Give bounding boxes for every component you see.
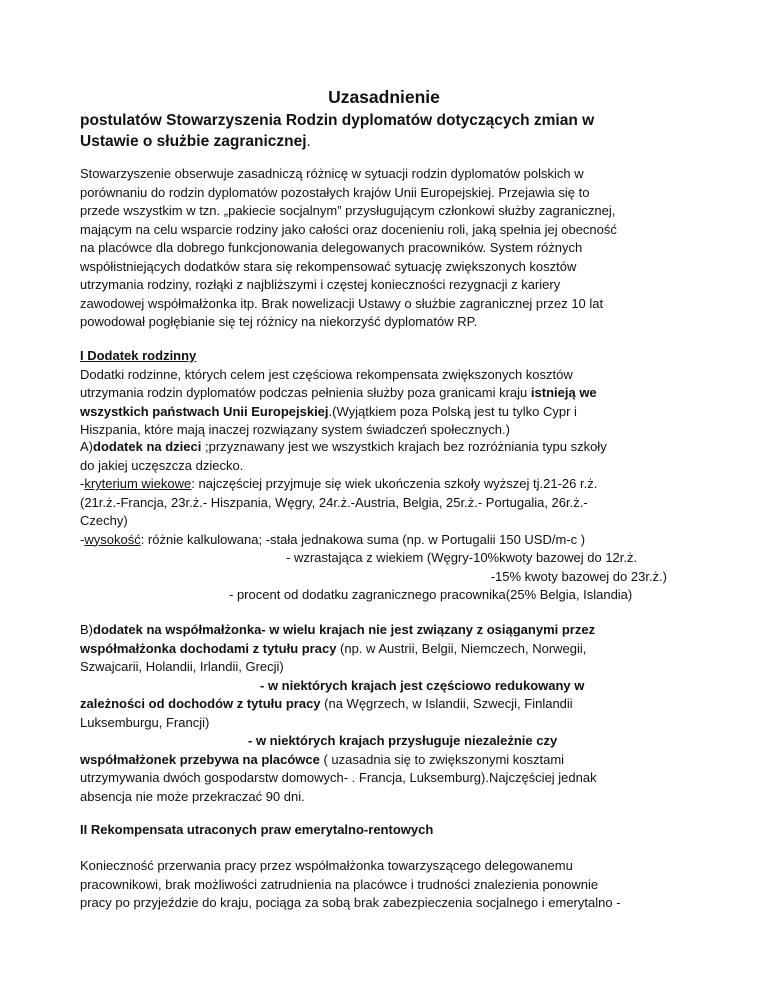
children-allowance-text: ;przyznawany jest we wszystkich krajach bez rozróżniania typu szkoły [201,439,607,454]
section-1-text: .(Wyjątkiem poza Polską jest tu tylko Cypr i [328,403,577,419]
spouse-allowance-line [80,640,700,659]
children-allowance-line: do jakiej uczęszcza dziecko. [80,457,244,473]
item-prefix: A) [80,439,93,454]
subtitle-line-2-text: Ustawie o służbie zagranicznej [80,133,307,150]
section-1-line [80,384,700,403]
intro-paragraph [80,165,700,332]
spouse-allowance-text: ( uzasadnia się to zwiększonymi kosztami [319,751,565,767]
section-1 [80,347,700,440]
amount-label: wysokość [84,531,141,547]
section-1-text: utrzymania rodzin dyplomatów podczas pełnienia służby poza granicami kraju [80,385,531,400]
children-allowance-label: dodatek na dzieci [93,439,202,454]
intro-line: Stowarzyszenie obserwuje zasadniczą różnicę w sytuacji rodzin dyplomatów polskich w [80,166,584,181]
section-1-line: Dodatki rodzinne, których celem jest częściowa rekompensata zwiększonych kosztów [80,366,573,382]
section-1-bold-text: istnieją we [530,385,597,400]
amount-line [80,531,700,550]
section-2-line: Konieczność przerwania pracy przez współmałżonka towarzyszącego delegowanemu [80,858,573,873]
intro-line: przede wszystkim w tzn. „pakiecie socjalnym” przysługującym członkowi służby zagranicznej, [80,203,616,218]
intro-line: współistniejących dodatków stara się rekompensować sytuację zwiększonych kosztów [80,258,577,274]
spouse-allowance-line: - w niektórych krajach przysługuje niezależnie czy [248,733,558,748]
amount-line: - procent od dodatku zagranicznego pracownika(25% Belgia, Islandia) [229,587,633,602]
document-title: Uzasadnienie [328,87,440,107]
section-1-b [80,621,700,806]
section-1-a [80,438,700,605]
intro-line: powodował pogłębianie się tej różnicy na niekorzyść dyplomatów RP. [80,314,478,329]
intro-line: utrzymania rodziny, rozłąki z najbliższymi i częstej konieczności rezygnacji z kariery [80,277,561,292]
section-1-heading: I Dodatek rodzinny [80,348,197,363]
item-prefix: B) [80,622,93,637]
age-criterion-line [80,475,700,494]
section-2-heading: II Rekompensata utraconych praw emerytalno-rentowych [80,822,434,837]
spouse-allowance-line [80,751,700,770]
spouse-allowance-line [80,695,700,714]
age-criterion-line: Czechy) [80,513,128,528]
spouse-allowance-line: Szwajcarii, Holandii, Irlandii, Grecji) [80,659,284,674]
document-subtitle [80,110,700,152]
age-criterion-label: kryterium wiekowe [84,476,192,491]
intro-line: porównaniu do rodzin dyplomatów pozostałych krajów Unii Europejskiej. Przejawia się to [80,184,590,200]
amount-text: : różnie kalkulowana; -stała jednakowa suma (np. w Portugalii 150 USD/m-c ) [140,531,586,547]
section-1-bold-text: wszystkich państwach Unii Europejskiej [80,403,329,419]
spouse-allowance-line: Luksemburgu, Francji) [80,714,210,730]
spouse-allowance-text: (np. w Austrii, Belgii, Niemczech, Norwegii, [336,640,587,656]
subtitle-line-1: postulatów Stowarzyszenia Rodzin dyplomatów dotyczących zmian w [80,112,595,129]
section-1-line: Hiszpania, które mają inaczej rozwiązany system świadczeń społecznych.) [80,422,510,437]
spouse-allowance-line: - w niektórych krajach jest częściowo redukowany w [260,677,585,693]
amount-line: -15% kwoty bazowej do 23r.ż.) [490,568,667,584]
section-2-paragraph [80,857,700,913]
spouse-allowance-label: dodatek na współmałżonka- w wielu krajach nie jest związany z osiąganymi przez [93,622,596,637]
intro-line: zawodowej współmałżonka itp. Brak nowelizacji Ustawy o służbie zagranicznej przez 10 lat [80,295,604,311]
section-2 [80,821,700,840]
section-2-line: pracownikowi, brak możliwości zatrudnienia na placówce i trudności znalezienia ponownie [80,876,599,892]
spouse-allowance-text: (na Węgrzech, w Islandii, Szwecji, Finlandii [320,696,573,711]
subtitle-period: . [306,133,311,150]
intro-line: na placówce dla dobrego funkcjonowania delegowanych pracowników. System różnych [80,240,583,255]
children-allowance-line [80,438,700,457]
dash: - [80,531,85,547]
spouse-allowance-line [80,621,700,640]
amount-line: - wzrastająca z wiekiem (Węgry-10%kwoty bazowej do 12r.ż. [286,550,638,565]
section-1-line [80,403,700,422]
age-criterion-line: (21r.ż.-Francja, 23r.ż.- Hiszpania, Węgry, 24r.ż.-Austria, Belgia, 25r.ż.- Portugalia, 26r.ż.- [80,494,588,510]
age-criterion-text: : najczęściej przyjmuje się wiek ukończenia szkoły wyższej tj.21-26 r.ż. [191,476,598,491]
spouse-allowance-bold: zależności od dochodów z tytułu pracy [80,696,321,711]
spouse-allowance-line: utrzymywania dwóch gospodarstw domowych- . Francja, Luksemburg).Najczęściej jednak [80,770,597,785]
spouse-allowance-line: absencja nie może przekraczać 90 dni. [80,788,305,804]
dash: - [80,476,85,491]
spouse-allowance-bold: współmałżonka dochodami z tytułu pracy [80,640,337,656]
section-2-line: pracy po przyjeździe do kraju, pociąga za sobą brak zabezpieczenia socjalnego i emerytalno - [80,895,621,910]
spouse-allowance-bold: współmałżonek przebywa na placówce [80,751,320,767]
intro-line: mającym na celu wsparcie rodziny jako całości oraz docenieniu roli, jaką spełnia jej obecność [80,221,617,237]
subtitle-line-2 [80,131,700,152]
